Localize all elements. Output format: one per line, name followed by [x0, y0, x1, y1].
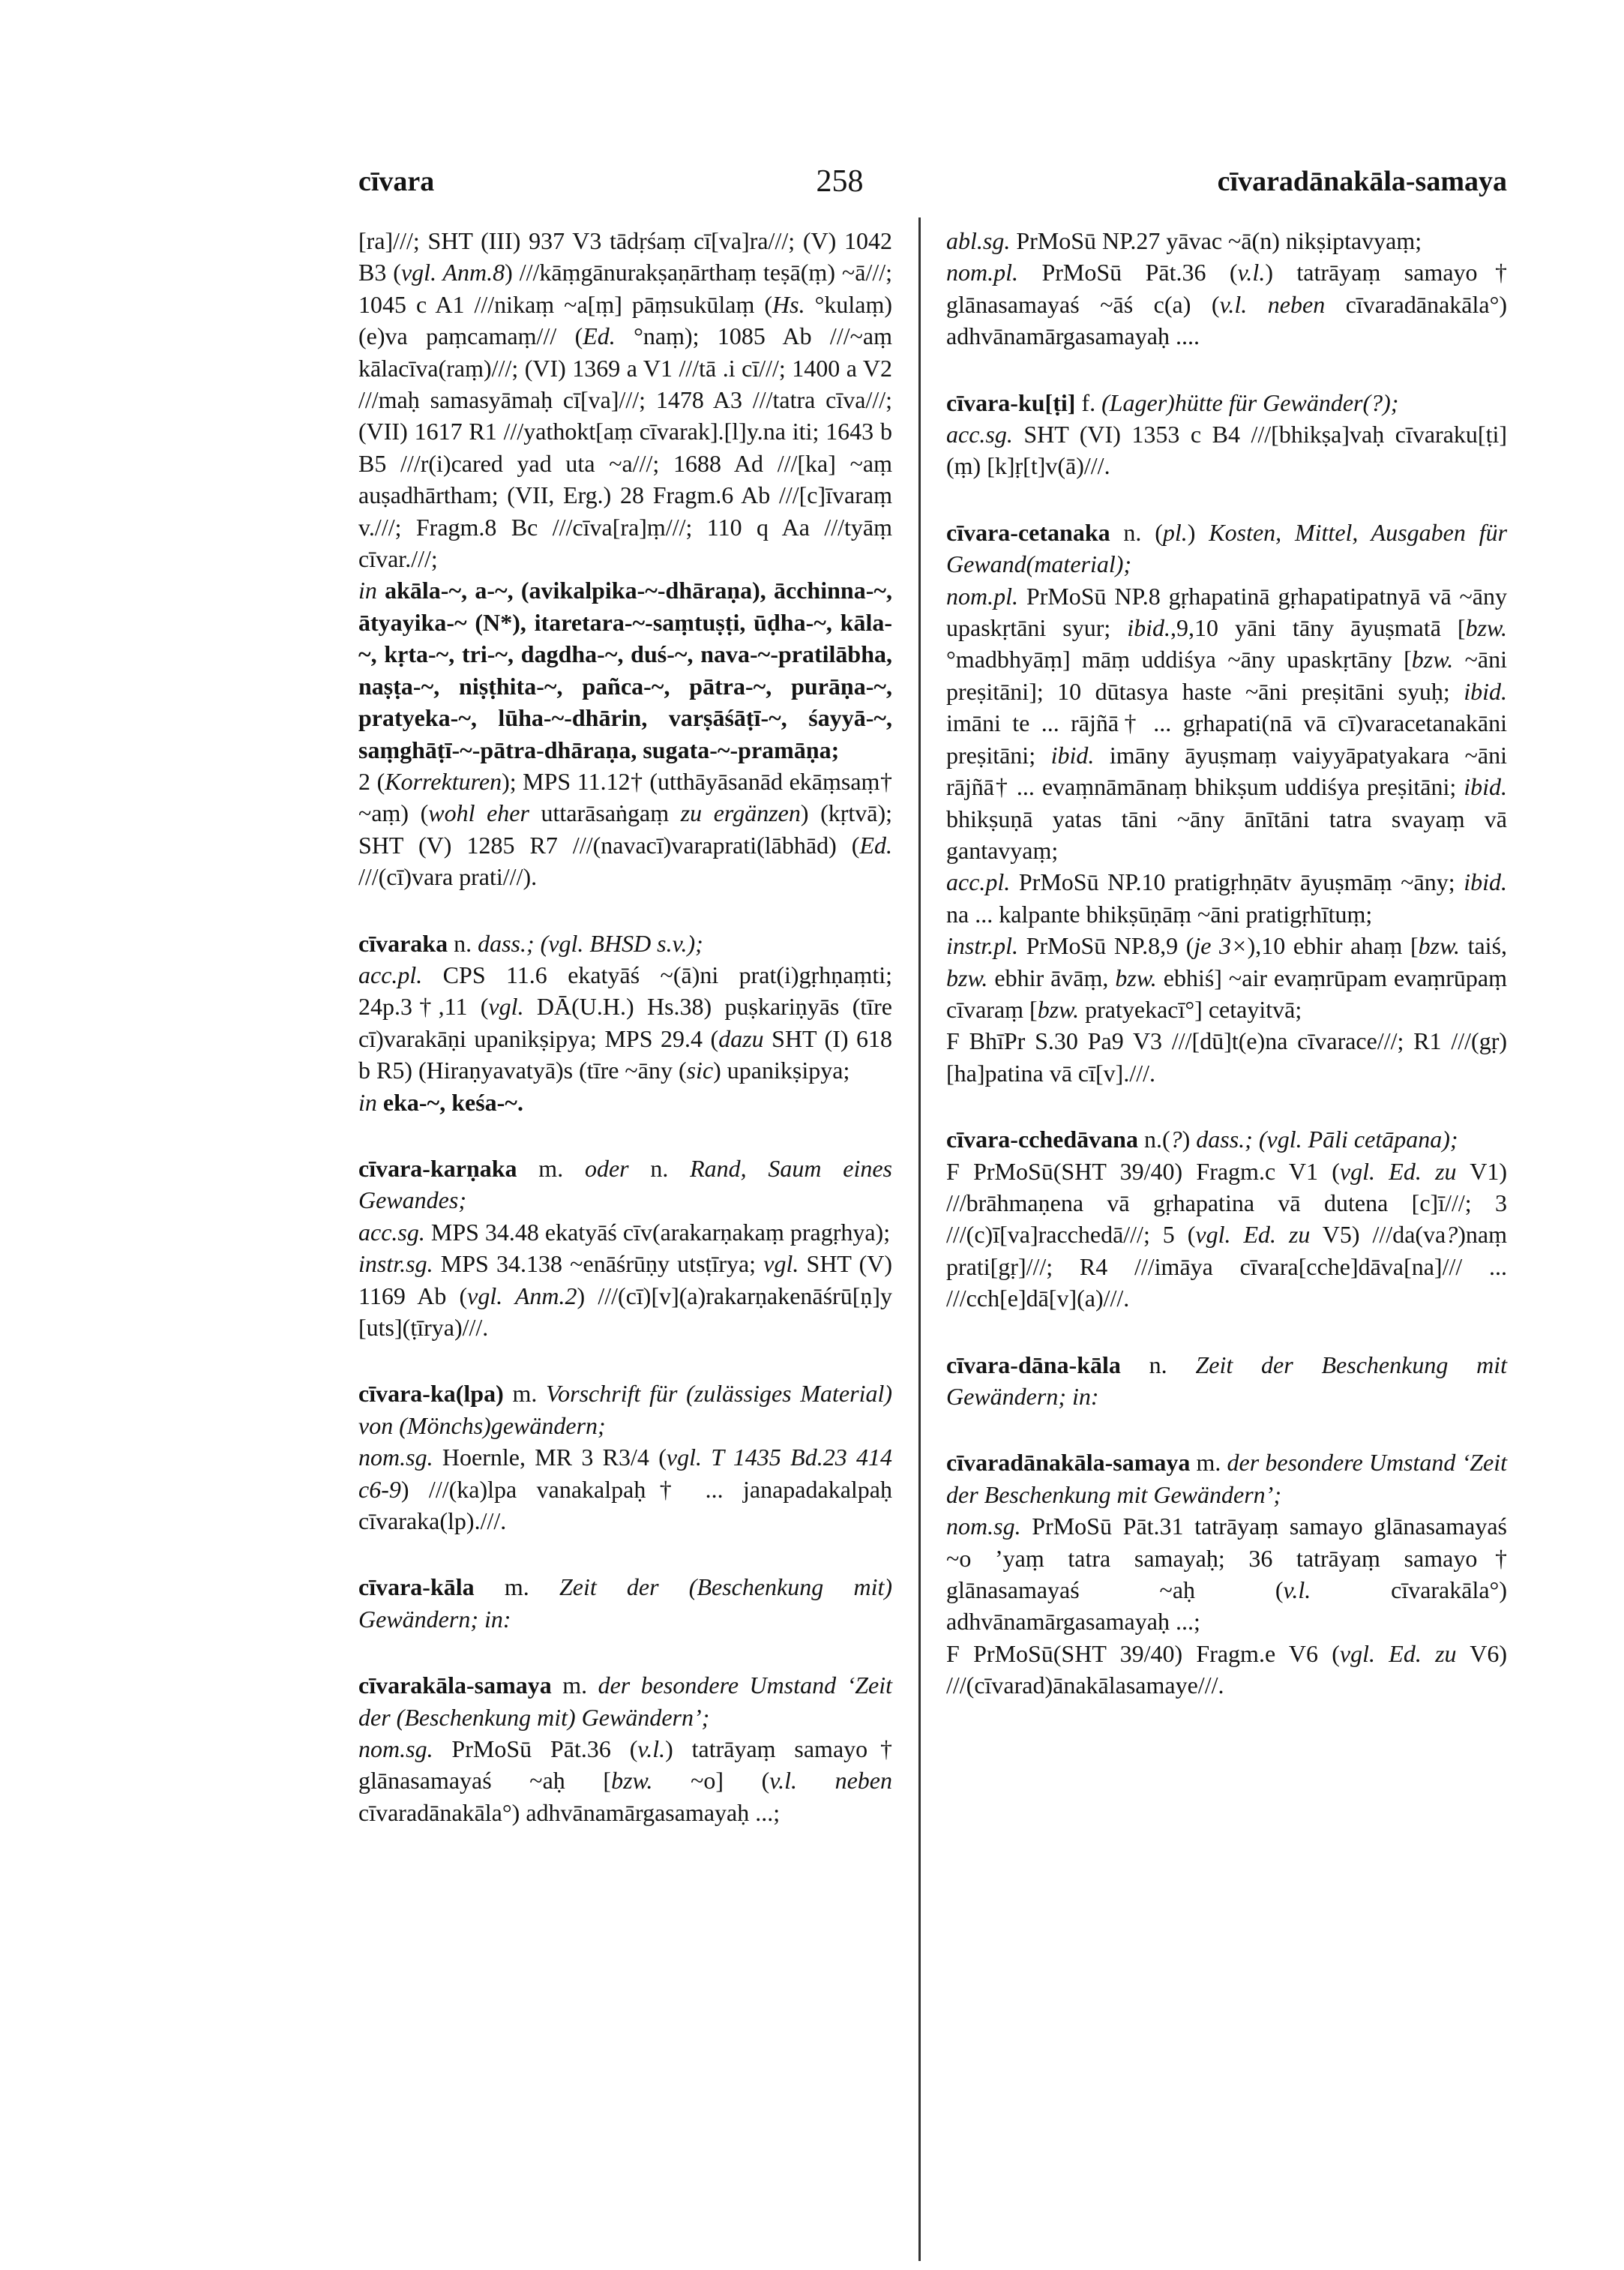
citation: abl.sg. PrMoSū NP.27 yāvac ~ā(n) nikṣiptavyaṃ; — [946, 227, 1422, 254]
headword: cīvara-cetanaka — [946, 518, 1110, 546]
entry-civara-karnaka: cīvara-karṇaka m. oder n. Rand, Saum eines Gewandes; — [358, 1154, 892, 1214]
headword: cīvarakāla-samaya — [358, 1672, 552, 1699]
corrections-note: 2 (Korrekturen); MPS 11.12† (utthāyāsanād ekāṃsaṃ† ~aṃ) (wohl eher uttarāsaṅgaṃ zu ergänzen) (kṛtvā); SHT (V) 1285 R7 ///(navacī)varaprati(lābhād) (Ed. ///(cī)vara prati///). — [358, 767, 893, 891]
headword: cīvara-cchedāvana — [946, 1126, 1138, 1153]
entry-civara-kuti: cīvara-ku[ṭi] f. (Lager)hütte für Gewänder(?); — [946, 388, 1399, 416]
headword: cīvaraka — [358, 929, 448, 957]
headword: cīvara-kāla — [358, 1573, 475, 1601]
citation: nom.sg. PrMoSū Pāt.31 tatrāyaṃ samayo glānasamayaś ~o ’yaṃ tatra samayaḥ; 36 tatrāyaṃ samayo† glānasamayaś ~aḥ (v.l. cīvarakāla°) adhvānamārgasamayaḥ ...; — [946, 1513, 1508, 1636]
entry-civaradanakala-samaya: cīvaradānakāla-samaya m. der besondere Umstand ‘Zeit der Beschenkung mit Gewändern’; — [946, 1449, 1507, 1508]
compound-list: in akāla-~, a-~, (avikalpika-~-dhāraṇa), ācchinna-~, ātyayika-~ (N*), itaretara-~-saṃtuṣṭi, ūḍha-~, kāla-~, kṛta-~, tri-~, dagdha-~, duś-~, nava-~-pratilābha, naṣṭa-~, niṣṭhita-~, pañca-~, pātra-~, purāṇa-~, pratyeka-~, lūha-~-dhārin, varṣāśāṭī-~, śayyā-~, saṃghāṭī-~-pātra-dhāraṇa, sugata-~-pramāṇa; — [358, 577, 892, 763]
running-head-right: cīvaradānakāla-samaya — [1217, 166, 1507, 197]
citation: F PrMoSū(SHT 39/40) Fragm.e V6 (vgl. Ed. zu V6) ///(cīvarad)ānakālasamaye///. — [946, 1639, 1508, 1699]
entry-civaraka: cīvaraka n. dass.; (vgl. BHSD s.v.); — [358, 929, 703, 957]
right-column — [946, 225, 1507, 1702]
entry-civara-cchedavana: cīvara-cchedāvana n.(?) dass.; (vgl. Pāli cetāpana); — [946, 1126, 1458, 1153]
running-head-left: cīvara — [358, 166, 435, 197]
entry-civara-kalpa: cīvara-ka(lpa) m. Vorschrift für (zulässiges Material) von (Mönchs)gewändern; — [358, 1380, 893, 1439]
headword: cīvara-ka(lpa) — [358, 1380, 504, 1408]
citation: instr.sg. MPS 34.138 ~enāśrūṇy utsṭīrya; vgl. SHT (V) 1169 Ab (vgl. Anm.2) ///(cī)[v](a)rakarṇakenāśrū[ṇ]y [uts](ṭīrya)///. — [358, 1250, 893, 1341]
citation: F BhīPr S.30 Pa9 V3 ///[dū]t(e)na cīvarace///; R1 ///(gṛ)[ha]patina vā cī[v].///. — [946, 1027, 1507, 1087]
page-number: 258 — [816, 164, 864, 199]
citation: acc.sg. MPS 34.48 ekatyāś cīv(arakarṇakaṃ pragṛhya); — [358, 1218, 891, 1246]
entry-civarakala-samaya: cīvarakāla-samaya m. der besondere Umstand ‘Zeit der (Beschenkung mit) Gewändern’; — [358, 1672, 893, 1731]
headword: cīvara-dāna-kāla — [946, 1351, 1121, 1378]
citation: acc.pl. PrMoSū NP.10 pratigṛhṇātv āyuṣmāṃ ~āny; ibid. na ... kalpante bhikṣūṇāṃ ~āni pratigṛhītuṃ; — [946, 868, 1507, 928]
headword: cīvara-ku[ṭi] — [946, 388, 1076, 416]
citation: nom.pl. PrMoSū Pāt.36 (v.l.) tatrāyaṃ samayo† glānasamayaś ~āś c(a) (v.l. neben cīvaradānakāla°) adhvānamārgasamayaḥ .... — [946, 259, 1508, 350]
citation: nom.sg. PrMoSū Pāt.36 (v.l.) tatrāyaṃ samayo† glānasamayaś ~aḥ [bzw. ~o] (v.l. neben cīvaradānakāla°) adhvānamārgasamayaḥ ...; — [358, 1735, 893, 1826]
citation: F PrMoSū(SHT 39/40) Fragm.c V1 (vgl. Ed. zu V1) ///brāhmaṇena vā gṛhapatina vā dutena [c]ī///; 3 ///(c)ī[va]racchedā///; 5 (vgl. Ed. zu V5) ///da(va?)naṃ prati[gṛ]///; R4 ///imāya cīvara[cche]dāva[na]/// ... ///cch[e]dā[v](a)///. — [946, 1157, 1508, 1312]
citation: nom.sg. Hoernle, MR 3 R3/4 (vgl. T 1435 Bd.23 414 c6-9) ///(ka)lpa vanakalpaḥ† ... janapadakalpaḥ cīvaraka(lp).///. — [358, 1444, 893, 1535]
headword: cīvaradānakāla-samaya — [946, 1449, 1191, 1477]
left-column — [358, 225, 892, 1828]
citation: nom.pl. PrMoSū NP.8 gṛhapatinā gṛhapatipatnyā vā ~āny upaskṛtāni syur; ibid.,9,10 yāni tāny āyuṣmatā [bzw. °madbhyāṃ] māṃ uddiśya ~āny upaskṛtāny [bzw. ~āni preṣitāni]; 10 dūtasya haste ~āni preṣitāni syuḥ; ibid. imāni te ... rājñā† ... gṛhapati(nā vā cī)varacetanakāni preṣitāni; ibid. imāny āyuṣmaṃ vaiyyāpatyakara ~āni rājñā† ... evaṃnāmānaṃ bhikṣum uddiśya preṣitāni; ibid. bhikṣuṇā yatas tāni ~āny ānītāni tatra svayaṃ vā gantavyaṃ; — [946, 582, 1508, 864]
entry-civara-cetanaka: cīvara-cetanaka n. (pl.) Kosten, Mittel, Ausgaben für Gewand(material); — [946, 518, 1508, 578]
citation: acc.sg. SHT (VI) 1353 c B4 ///[bhikṣa]vaḥ cīvaraku[ṭi](ṃ) [k]ṛ[t]v(ā)///. — [946, 421, 1507, 480]
entry-civara-kala: cīvara-kāla m. Zeit der (Beschenkung mit) Gewändern; in: — [358, 1573, 892, 1633]
continued-entry: [ra]///; SHT (III) 937 V3 tādṛśaṃ cī[va]ra///; (V) 1042 B3 (vgl. Anm.8) ///kāṃgānurakṣaṇārthaṃ teṣā(ṃ) ~ā///; 1045 c A1 ///nikaṃ ~a[ṃ] pāṃsukūlaṃ (Hs. °kulaṃ) (e)va paṃcamaṃ/// (Ed. °naṃ); 1085 Ab ///~aṃ kālacīva(raṃ)///; (VI) 1369 a V1 ///tā .i cī///; 1400 a V2 ///maḥ samasyāmaḥ cī[va]///; 1478 A3 ///tatra cīva///; (VII) 1617 R1 ///yathokt[aṃ cīvarak].[l]y.na iti; 1643 b B5 ///r(i)cared yad uta ~a///; 1688 Ad ///[ka] ~aṃ auṣadhārtham; (VII, Erg.) 28 Fragm.6 Ab ///[c]īvaraṃ v.///; Fragm.8 Bc ///cīva[ra]ṃ///; 110 q Aa ///tyāṃ cīvar.///; — [358, 227, 893, 573]
citation: instr.pl. PrMoSū NP.8,9 (je 3×),10 ebhir ahaṃ [bzw. taiś, bzw. ebhir āvāṃ, bzw. ebhiś] ~air evaṃrūpam evaṃrūpaṃ cīvaraṃ [bzw. pratyekacī°] cetayitvā; — [946, 932, 1508, 1023]
headword: cīvara-karṇaka — [358, 1154, 517, 1182]
entry-civara-dana-kala: cīvara-dāna-kāla n. Zeit der Beschenkung mit Gewändern; in: — [946, 1351, 1508, 1410]
column-divider — [918, 217, 921, 2261]
compound-list: in eka-~, keśa-~. — [358, 1088, 523, 1116]
citation: acc.pl. CPS 11.6 ekatyāś ~(ā)ni prat(i)gṛhṇaṃti; 24p.3†,11 (vgl. DĀ(U.H.) Hs.38) puṣkariṇyās (tīre cī)varakāṇi upanikṣipya; MPS 29.4 (dazu SHT (I) 618 b R5) (Hiraṇyavatyā)s (tīre ~āny (sic) upanikṣipya; — [358, 961, 893, 1084]
